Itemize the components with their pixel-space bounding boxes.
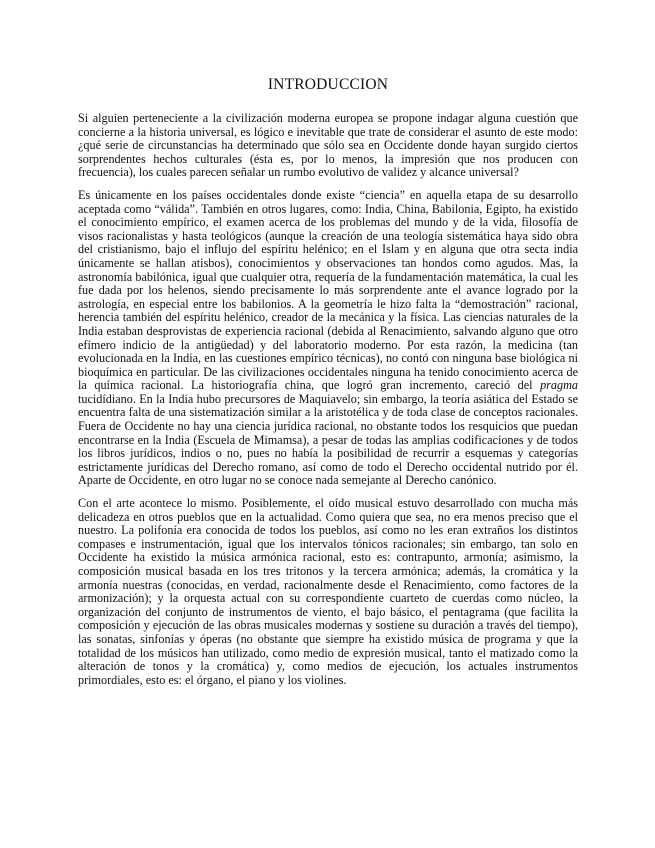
paragraph-3-text: Con el arte acontece lo mismo. Posiblemente, el oído musical estuvo desarrollado con mucha más delicadeza en otros pueblos que en la actualidad. Como quiera que sea, no era menos preciso que el nuestro. La polifonía era conocida de todos los pueblos, así como no les eran extraños los distintos compases e instrumentación, igual que los intervalos tónicos racionales; sin embargo, tan solo en Occidente ha existido la música armónica racional, esto es: contrapunto, armonía; asimismo, la composición musical basada en los tres tritonos y la tercera armónica; además, la cromática y la armonía nuestras (conocidas, en verdad, racionalmente desde el Renacimiento, como factores de la armonización); y la orquesta actual con su correspondiente cuarteto de cuerdas como núcleo, la organización del conjunto de instrumentos de viento, el bajo básico, el pentagrama (que facilita la composición y ejecución de las obras musicales modernas y sostiene su duración a través del tiempo), las sonatas, sinfonías y óperas (no obstante que siempre ha existido música de programa y que la totalidad de los músicos han utilizado, como medio de expresión musical, tanto el matizado como la alteración de tonos y la cromática) y, como medios de ejecución, los actuales instrumentos primordiales, esto es: el órgano, el piano y los violines. [78,496,578,687]
page-title: INTRODUCCION [267,76,389,93]
italic-term: pragma [540,378,578,393]
paragraph-1 [78,112,578,180]
paragraph-3 [78,497,578,687]
paragraph-2 [78,189,578,488]
paragraph-2-text-part-a: Es únicamente en los países occidentales donde existe “ciencia” en aquella etapa de su desarrollo aceptada como “válida”. También en otros lugares, como: India, China, Babilonia, Egipto, ha existido el conocimiento empírico, el examen acerca de los problemas del mundo y de la vida, filosofía de visos racionalistas y hasta teológicos (aunque la creación de una teología sistemática haya sido obra del cristianismo, bajo el influjo del espíritu helénico; en el Islam y en alguna que otra secta india únicamente se hallan atisbos), conocimientos y observaciones tan hondos como agudos. Mas, la astronomía babilónica, igual que cualquier otra, requería de la fundamentación matemática, la cual les fue dada por los helenos, siendo precisamente lo más sorprendente ante el avance logrado por la astrología, en especial entre los babilonios. A la geometría le hizo falta la “demostración” racional, herencia también del espíritu helénico, creador de la mecánica y la física. Las ciencias naturales de la India estaban desprovistas de experiencia racional (debida al Renacimiento, salvando alguno que otro efímero indicio de la antigüedad) y del laboratorio moderno. Por esta razón, la medicina (tan evolucionada en la India, en las cuestiones empírico técnicas), no contó con ninguna base biológica ni bioquímica en particular. De las civilizaciones occidentales ninguna ha tenido conocimiento acerca de la química racional. La historiografía china, que logró gran incremento, careció del [78,187,578,393]
paragraph-1-text: Si alguien perteneciente a la civilización moderna europea se propone indagar alguna cuestión que concierne a la historia universal, es lógico e inevitable que trate de considerar el asunto de este modo: ¿qué serie de circunstancias ha determinado que sólo sea en Occidente donde hayan surgido ciertos sorprendentes hechos culturales (ésta es, por lo menos, la impresión que nos producen con frecuencia), los cuales parecen señalar un rumbo evolutivo de validez y alcance universal? [78,111,578,180]
paragraph-2-text-part-b: tucidídiano. En la India hubo precursores de Maquiavelo; sin embargo, la teoría asiática del Estado se encuentra falta de una sistematización similar a la aristotélica y de toda clase de conceptos racionales. Fuera de Occidente no hay una ciencia jurídica racional, no obstante todos los resquicios que puedan encontrarse en la India (Escuela de Mimamsa), a pesar de todas las amplias codificaciones y de todos los libros jurídicos, indios o no, pues no había la posibilidad de recurrir a esquemas y categorías estrictamente jurídicas del Derecho romano, así como de todo el Derecho occidental nutrido por él. Aparte de Occidente, en otro lugar no se conoce nada semejante al Derecho canónico. [78,391,578,488]
